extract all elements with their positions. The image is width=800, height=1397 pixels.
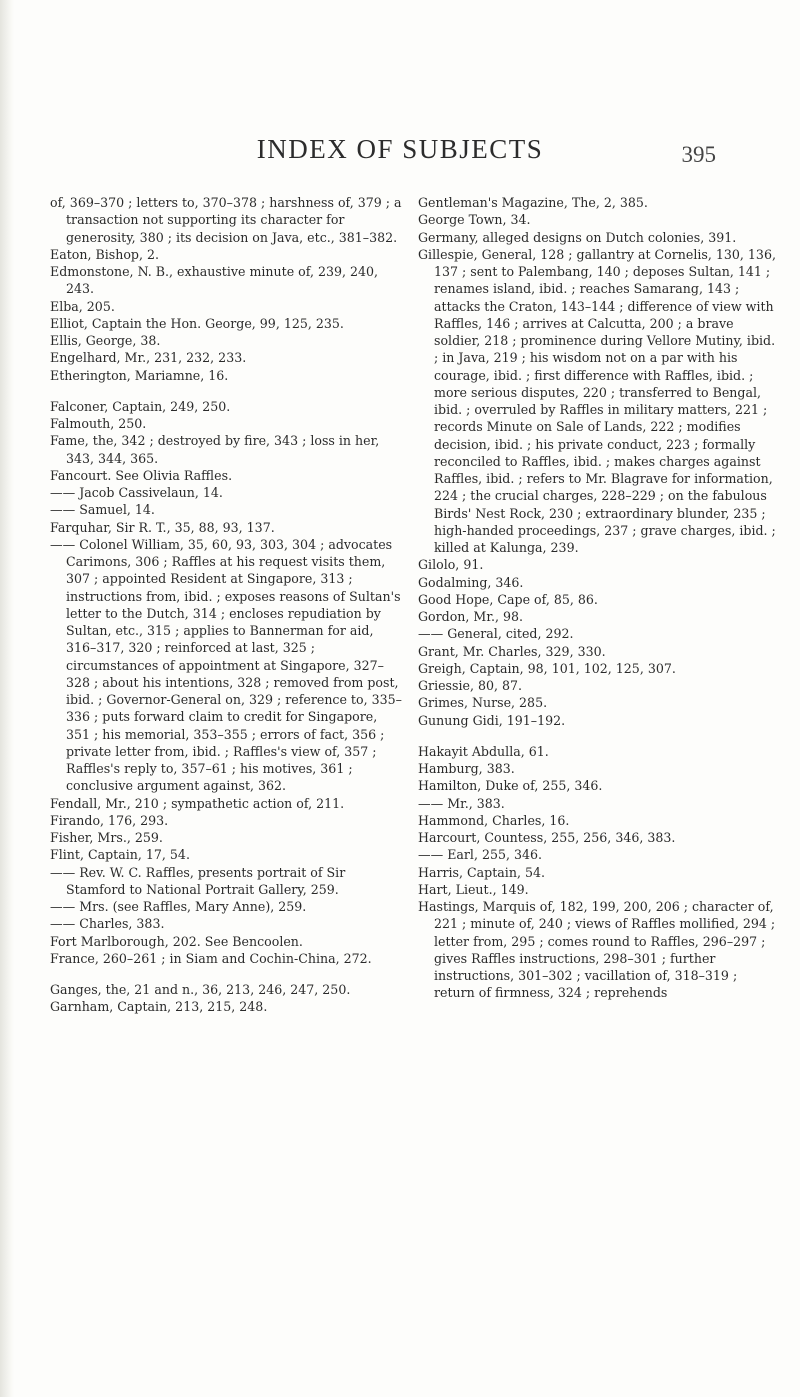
index-entry: Hammond, Charles, 16. xyxy=(418,812,570,828)
index-entry: of, 369–370 ; letters to, 370–378 ; harshness of, 379 ; a transaction not supporting its character for generosity, 380 ; its decision on Java, etc., 381–382. xyxy=(50,195,402,245)
section-gap xyxy=(50,384,402,398)
index-entry: Elliot, Captain the Hon. George, 99, 125, 235. xyxy=(50,315,344,331)
index-entry: —— Rev. W. C. Raffles, presents portrait of Sir Stamford to National Portrait Gallery, 259. xyxy=(50,864,346,897)
index-entry: Grant, Mr. Charles, 329, 330. xyxy=(418,643,606,659)
section-gap xyxy=(418,729,778,743)
section-gap xyxy=(50,967,402,981)
index-entry: Gunung Gidi, 191–192. xyxy=(418,712,566,728)
index-entry: Hamilton, Duke of, 255, 346. xyxy=(418,778,603,794)
page-header xyxy=(0,134,800,174)
index-entry: Greigh, Captain, 98, 101, 102, 125, 307. xyxy=(418,660,676,676)
index-entry: Gentleman's Magazine, The, 2, 385. xyxy=(418,195,648,210)
index-entry: —— Earl, 255, 346. xyxy=(418,847,543,863)
index-entry: Fendall, Mr., 210 ; sympathetic action of, 211. xyxy=(50,795,345,811)
index-entry: Fancourt. See Olivia Raffles. xyxy=(50,467,233,483)
index-entry: —— Mr., 383. xyxy=(418,795,505,811)
index-entry: —— Charles, 383. xyxy=(50,916,165,932)
index-entry: Griessie, 80, 87. xyxy=(418,678,523,693)
index-entry: Ellis, George, 38. xyxy=(50,333,161,348)
index-entry: Good Hope, Cape of, 85, 86. xyxy=(418,591,598,607)
index-column-right xyxy=(418,194,778,1002)
index-entry: Etherington, Mariamne, 16. xyxy=(50,367,229,383)
index-entry: Eaton, Bishop, 2. xyxy=(50,246,159,262)
index-entry: —— Samuel, 14. xyxy=(50,502,155,518)
index-entry: Flint, Captain, 17, 54. xyxy=(50,847,190,863)
index-entry: Godalming, 346. xyxy=(418,574,524,590)
index-entry: Hastings, Marquis of, 182, 199, 200, 206 ; character of, 221 ; minute of, 240 ; views of Raffles mollified, 294 ; letter from, 295 ; comes round to Raffles, 296–297 ; gives Raffles instructions, 298–301 ; further instructions, 301–302 ; vacillation of, 318–319 ; return of firmness, 324 ; reprehends xyxy=(418,899,776,1001)
index-entry: Germany, alleged designs on Dutch colonies, 391. xyxy=(418,229,737,245)
index-entry: —— Mrs. (see Raffles, Mary Anne), 259. xyxy=(50,899,307,914)
index-entry: Harris, Captain, 54. xyxy=(418,864,545,880)
index-entry: Harcourt, Countess, 255, 256, 346, 383. xyxy=(418,830,676,845)
index-entry: Hakayit Abdulla, 61. xyxy=(418,743,549,759)
index-column-left xyxy=(50,194,402,1016)
index-entry: Edmonstone, N. B., exhaustive minute of, 239, 240, 243. xyxy=(50,264,379,297)
index-entry: Fisher, Mrs., 259. xyxy=(50,830,163,845)
index-entry: Falconer, Captain, 249, 250. xyxy=(50,398,231,414)
index-entry: —— General, cited, 292. xyxy=(418,626,574,642)
index-entry: Engelhard, Mr., 231, 232, 233. xyxy=(50,350,247,366)
index-entry: Hamburg, 383. xyxy=(418,761,515,776)
index-entry: Grimes, Nurse, 285. xyxy=(418,695,548,711)
index-entry: Firando, 176, 293. xyxy=(50,812,169,828)
index-entry: Falmouth, 250. xyxy=(50,416,147,431)
index-entry: Gilolo, 91. xyxy=(418,557,484,573)
index-entry: France, 260–261 ; in Siam and Cochin-China, 272. xyxy=(50,950,372,966)
index-entry: Fame, the, 342 ; destroyed by fire, 343 ; loss in her, 343, 344, 365. xyxy=(50,433,380,466)
index-entry: Garnham, Captain, 213, 215, 248. xyxy=(50,999,268,1015)
page-number: 395 xyxy=(681,142,716,167)
page-edge xyxy=(0,0,14,1397)
index-entry: George Town, 34. xyxy=(418,212,531,228)
index-entry: Farquhar, Sir R. T., 35, 88, 93, 137. xyxy=(50,519,275,535)
index-entry: Gordon, Mr., 98. xyxy=(418,609,523,624)
index-entry: Hart, Lieut., 149. xyxy=(418,881,529,897)
running-title: INDEX OF SUBJECTS xyxy=(256,134,544,164)
index-entry: Gillespie, General, 128 ; gallantry at Cornelis, 130, 136, 137 ; sent to Palembang, 140 ; deposes Sultan, 141 ; renames island, ibid. ; reaches Samarang, 143 ; attacks the Craton, 143–144 ; difference of view with Raffles, 146 ; arrives at Calcutta, 200 ; a brave soldier, 218 ; prominence during Vellore Mutiny, ibid. ; in Java, 219 ; his wisdom not on a par with his courage, ibid. ; first difference with Raffles, ibid. ; more serious disputes, 220 ; transferred to Bengal, ibid. ; overruled by Raffles in military matters, 221 ; records Minute on Sale of Lands, 222 ; modifies decision, ibid. ; his private conduct, 223 ; formally reconciled to Raffles, ibid. ; makes charges against Raffles, ibid. ; refers to Mr. Blagrave for information, 224 ; the crucial charges, 228–229 ; on the fabulous Birds' Nest Rock, 230 ; extraordinary blunder, 235 ; high-handed proceedings, 237 ; grave charges, ibid. ; killed at Kalunga, 239. xyxy=(418,246,776,555)
index-entry: —— Jacob Cassivelaun, 14. xyxy=(50,485,223,500)
index-entry: Elba, 205. xyxy=(50,298,115,314)
index-entry: Ganges, the, 21 and n., 36, 213, 246, 247, 250. xyxy=(50,982,351,997)
index-entry: Fort Marlborough, 202. See Bencoolen. xyxy=(50,933,303,949)
index-entry: —— Colonel William, 35, 60, 93, 303, 304 ; advocates Carimons, 306 ; Raffles at his request visits them, 307 ; appointed Resident at Singapore, 313 ; instructions from, ibid. ; exposes reasons of Sultan's letter to the Dutch, 314 ; encloses repudiation by Sultan, etc., 315 ; applies to Bannerman for aid, 316–317, 320 ; reinforced at last, 325 ; circumstances of appointment at Singapore, 327–328 ; about his intentions, 328 ; removed from post, ibid. ; Governor-General on, 329 ; reference to, 335–336 ; puts forward claim to credit for Singapore, 351 ; his memorial, 353–355 ; errors of fact, 356 ; private letter from, ibid. ; Raffles's view of, 357 ; Raffles's reply to, 357–61 ; his motives, 361 ; conclusive argument against, 362. xyxy=(50,536,402,794)
